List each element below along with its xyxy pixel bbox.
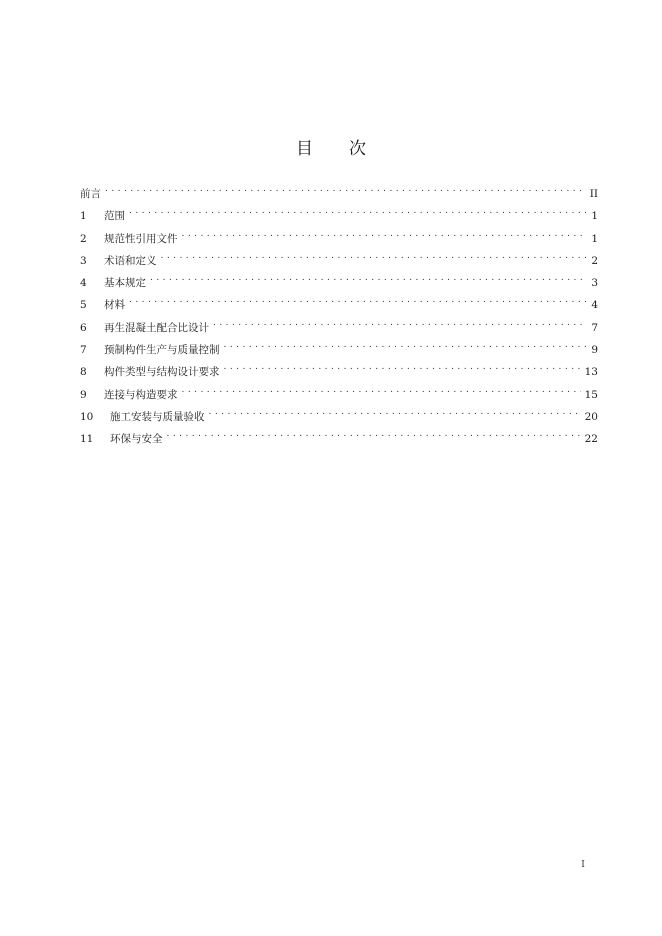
toc-entry-number: 11 — [80, 433, 94, 446]
toc-entry-10[interactable] — [80, 404, 598, 426]
toc-leader-dots — [209, 404, 581, 420]
toc-leader-dots — [182, 382, 581, 398]
toc-leader-dots — [161, 248, 587, 264]
toc-entry-label: 前言 — [80, 188, 101, 200]
toc-entry-2[interactable] — [80, 226, 598, 248]
toc-entry-7[interactable] — [80, 337, 598, 359]
toc-entry-label: 再生混凝土配合比设计 — [104, 321, 209, 334]
toc-leader-dots — [213, 315, 586, 331]
toc-entry-number: 10 — [80, 410, 94, 423]
toc-entry-page: 20 — [584, 410, 598, 423]
toc-entry-number: 8 — [80, 366, 87, 379]
toc-entry-page: 13 — [584, 366, 598, 379]
toc-entry-number: 9 — [80, 388, 87, 401]
toc-entry-foreword[interactable] — [80, 181, 598, 203]
toc-entry-number: 1 — [80, 210, 87, 223]
toc-entry-1[interactable] — [80, 203, 598, 225]
toc-entry-page: 7 — [591, 321, 598, 334]
toc-entry-number: 3 — [80, 254, 87, 267]
toc-entry-5[interactable] — [80, 292, 598, 314]
toc-entry-label: 预制构件生产与质量控制 — [104, 344, 220, 357]
toc-leader-dots — [182, 226, 587, 242]
toc-entry-label: 构件类型与结构设计要求 — [104, 366, 220, 379]
toc-entry-label: 术语和定义 — [104, 254, 157, 267]
toc-entry-page: 1 — [591, 232, 598, 245]
title-char-2: 次 — [349, 139, 366, 159]
toc-entry-number: 6 — [80, 321, 87, 334]
toc-entry-page: 9 — [591, 344, 598, 357]
toc-leader-dots — [129, 203, 586, 219]
toc-entry-page: 4 — [591, 299, 598, 312]
page-title — [0, 134, 662, 159]
toc-entry-label: 施工安装与质量验收 — [110, 410, 205, 423]
toc-leader-dots — [129, 292, 586, 308]
toc-entry-6[interactable] — [80, 315, 598, 337]
table-of-contents — [80, 181, 598, 449]
toc-entry-page: 1 — [591, 210, 598, 223]
toc-entry-label: 规范性引用文件 — [104, 232, 178, 245]
toc-entry-9[interactable] — [80, 382, 598, 404]
toc-leader-dots — [224, 337, 587, 353]
toc-entry-label: 环保与安全 — [110, 433, 163, 446]
toc-leader-dots — [167, 426, 581, 442]
toc-entry-page: II — [589, 188, 598, 200]
toc-entry-label: 连接与构造要求 — [104, 388, 178, 401]
toc-leader-dots — [105, 181, 586, 197]
toc-entry-4[interactable] — [80, 270, 598, 292]
toc-entry-label: 材料 — [104, 299, 125, 312]
toc-entry-label: 基本规定 — [104, 277, 146, 290]
toc-entry-number: 7 — [80, 344, 87, 357]
page-number: I — [581, 860, 585, 870]
toc-entry-number: 5 — [80, 299, 87, 312]
title-char-1: 目 — [296, 139, 313, 159]
toc-entry-8[interactable] — [80, 359, 598, 381]
toc-entry-3[interactable] — [80, 248, 598, 270]
toc-entry-page: 22 — [584, 433, 598, 446]
toc-leader-dots — [150, 270, 586, 286]
toc-entry-number: 4 — [80, 277, 87, 290]
toc-entry-page: 15 — [584, 388, 598, 401]
toc-leader-dots — [224, 359, 581, 375]
toc-entry-number: 2 — [80, 232, 87, 245]
toc-entry-11[interactable] — [80, 426, 598, 448]
toc-entry-label: 范围 — [104, 210, 125, 223]
toc-entry-page: 3 — [591, 277, 598, 290]
toc-entry-page: 2 — [591, 254, 598, 267]
